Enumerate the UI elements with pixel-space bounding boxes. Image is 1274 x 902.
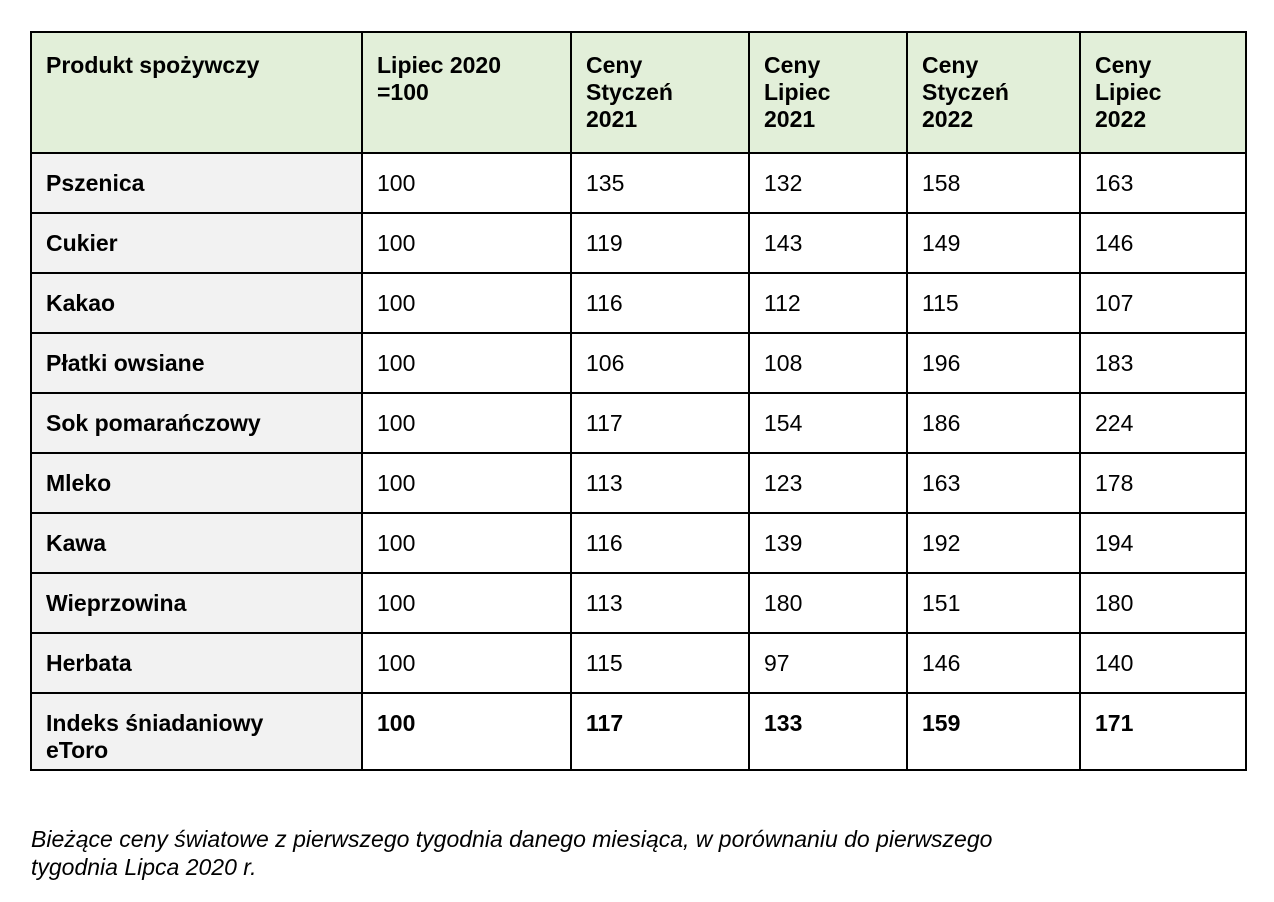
table-row	[31, 333, 1246, 393]
value-cell: 100	[362, 513, 571, 573]
value-cell: 100	[362, 213, 571, 273]
price-index-table	[30, 31, 1247, 771]
value-cell: 100	[362, 153, 571, 213]
value-cell: 146	[1080, 213, 1246, 273]
table-row	[31, 453, 1246, 513]
table-row	[31, 513, 1246, 573]
value-cell: 140	[1080, 633, 1246, 693]
header-jul-2021: Ceny Lipiec 2021	[749, 32, 907, 153]
value-cell: 112	[749, 273, 907, 333]
table-row	[31, 573, 1246, 633]
value-cell: 106	[571, 333, 749, 393]
value-cell: 163	[1080, 153, 1246, 213]
value-cell: 186	[907, 393, 1080, 453]
index-value-cell: 171	[1080, 693, 1246, 770]
value-cell: 143	[749, 213, 907, 273]
value-cell: 154	[749, 393, 907, 453]
value-cell: 117	[571, 393, 749, 453]
value-cell: 100	[362, 393, 571, 453]
value-cell: 115	[907, 273, 1080, 333]
value-cell: 100	[362, 633, 571, 693]
product-name: Wieprzowina	[31, 573, 362, 633]
value-cell: 196	[907, 333, 1080, 393]
header-product: Produkt spożywczy	[31, 32, 362, 153]
index-value-cell: 133	[749, 693, 907, 770]
value-cell: 116	[571, 513, 749, 573]
value-cell: 139	[749, 513, 907, 573]
value-cell: 151	[907, 573, 1080, 633]
footnote: Bieżące ceny światowe z pierwszego tygodnia danego miesiąca, w porównaniu do pierwszego tygodnia Lipca 2020 r.	[31, 826, 993, 880]
value-cell: 224	[1080, 393, 1246, 453]
value-cell: 194	[1080, 513, 1246, 573]
product-name: Sok pomarańczowy	[31, 393, 362, 453]
value-cell: 97	[749, 633, 907, 693]
value-cell: 132	[749, 153, 907, 213]
value-cell: 107	[1080, 273, 1246, 333]
product-name: Kakao	[31, 273, 362, 333]
value-cell: 100	[362, 453, 571, 513]
value-cell: 100	[362, 573, 571, 633]
value-cell: 123	[749, 453, 907, 513]
table-row	[31, 633, 1246, 693]
value-cell: 163	[907, 453, 1080, 513]
value-cell: 100	[362, 273, 571, 333]
value-cell: 146	[907, 633, 1080, 693]
summary-row	[31, 693, 1246, 770]
value-cell: 158	[907, 153, 1080, 213]
value-cell: 119	[571, 213, 749, 273]
index-value-cell: 159	[907, 693, 1080, 770]
product-name: Pszenica	[31, 153, 362, 213]
product-name: Płatki owsiane	[31, 333, 362, 393]
value-cell: 115	[571, 633, 749, 693]
value-cell: 149	[907, 213, 1080, 273]
table-row	[31, 153, 1246, 213]
value-cell: 135	[571, 153, 749, 213]
index-value-cell: 100	[362, 693, 571, 770]
index-value-cell: 117	[571, 693, 749, 770]
value-cell: 113	[571, 573, 749, 633]
header-jan-2022: Ceny Styczeń 2022	[907, 32, 1080, 153]
value-cell: 116	[571, 273, 749, 333]
value-cell: 183	[1080, 333, 1246, 393]
value-cell: 192	[907, 513, 1080, 573]
value-cell: 178	[1080, 453, 1246, 513]
header-base-july-2020: Lipiec 2020 =100	[362, 32, 571, 153]
header-jan-2021: Ceny Styczeń 2021	[571, 32, 749, 153]
index-name: Indeks śniadaniowy eToro	[31, 693, 362, 770]
value-cell: 100	[362, 333, 571, 393]
table-row	[31, 273, 1246, 333]
table-row	[31, 213, 1246, 273]
value-cell: 180	[1080, 573, 1246, 633]
table-header-row	[31, 32, 1246, 153]
product-name: Kawa	[31, 513, 362, 573]
table-row	[31, 393, 1246, 453]
product-name: Herbata	[31, 633, 362, 693]
value-cell: 113	[571, 453, 749, 513]
product-name: Cukier	[31, 213, 362, 273]
value-cell: 180	[749, 573, 907, 633]
value-cell: 108	[749, 333, 907, 393]
product-name: Mleko	[31, 453, 362, 513]
header-jul-2022: Ceny Lipiec 2022	[1080, 32, 1246, 153]
